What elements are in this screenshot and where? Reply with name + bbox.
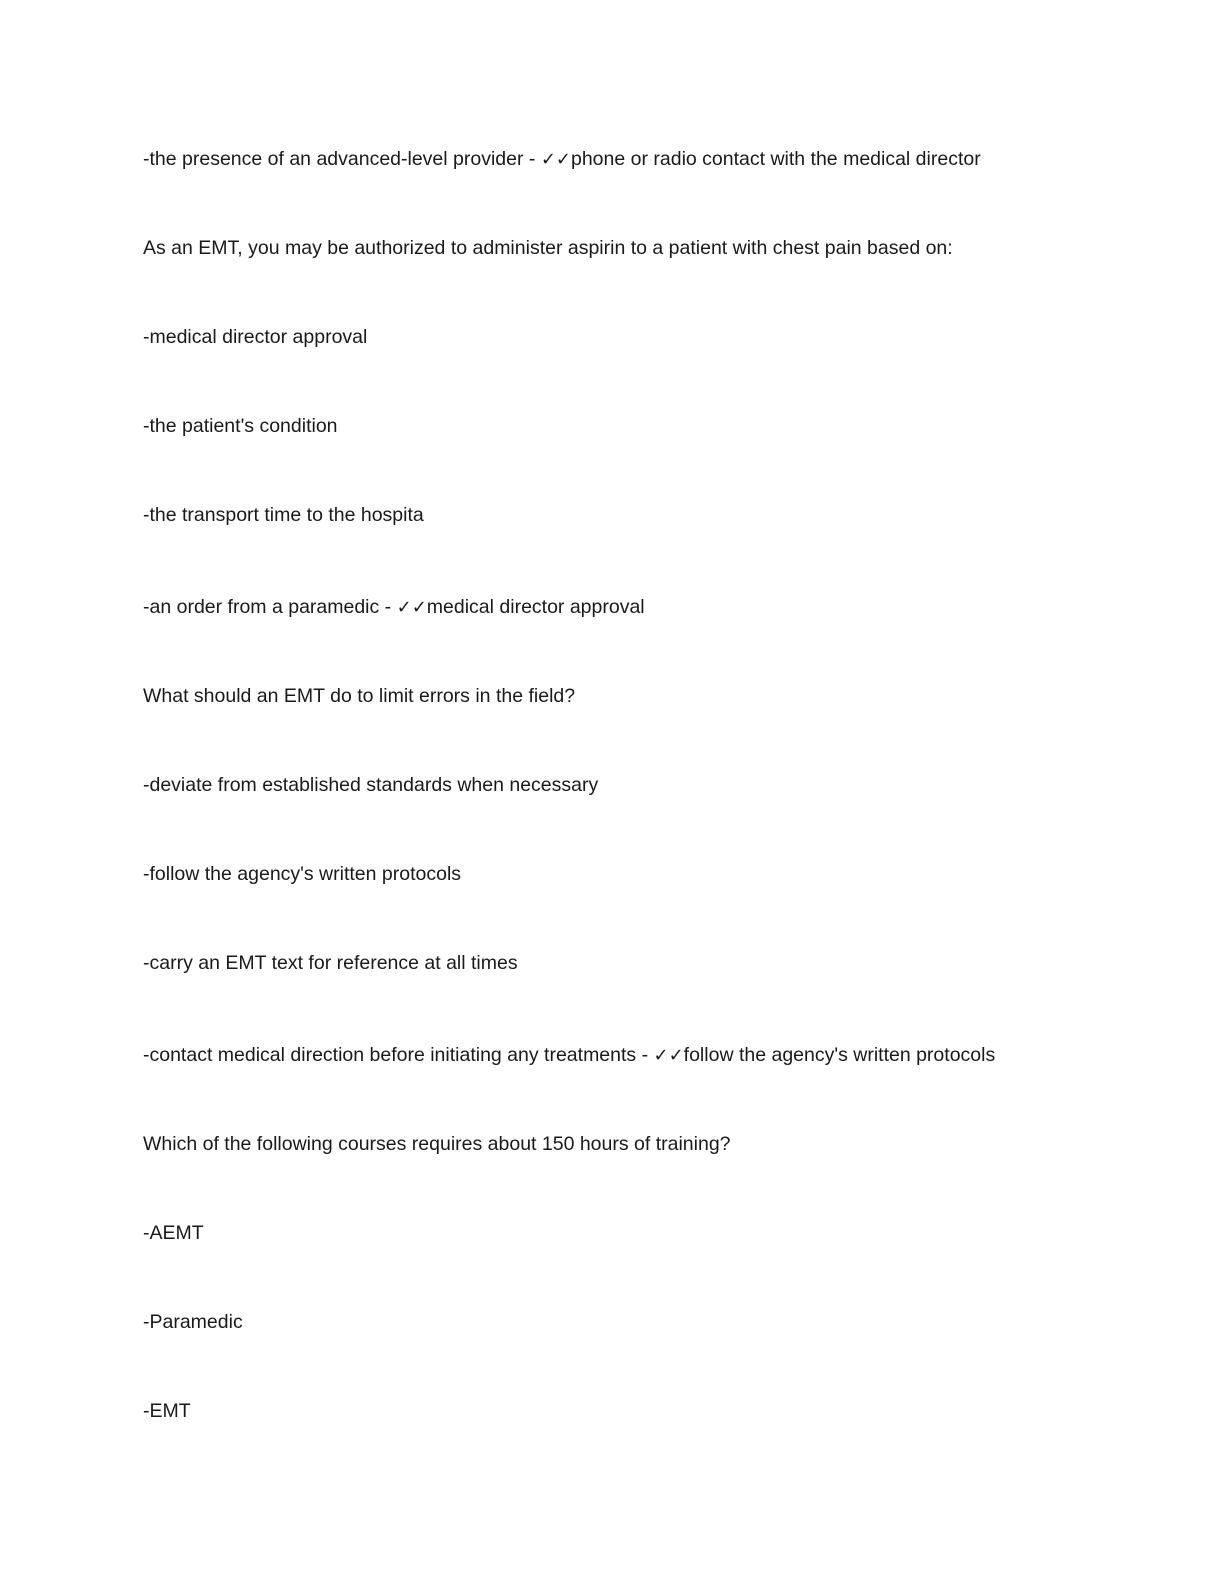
answer-line-3 [143,1042,995,1069]
option-line: -the transport time to the hospita [143,504,424,526]
correct-answer-text: phone or radio contact with the medical director [570,148,981,170]
option-line: -EMT [143,1400,191,1422]
option-line: -carry an EMT text for reference at all times [143,952,518,974]
option-line: -Paramedic [143,1311,243,1333]
double-check-icon: ✓✓ [653,1045,684,1066]
option-line: -follow the agency's written protocols [143,863,462,885]
option-line: -deviate from established standards when necessary [143,774,599,796]
question-aspirin: As an EMT, you may be authorized to administer aspirin to a patient with chest pain based on: [143,237,953,259]
answer-line-1 [143,146,981,173]
option-text: -the presence of an advanced-level provider - [143,148,541,170]
question-limit-errors: What should an EMT do to limit errors in the field? [143,685,576,707]
correct-answer-text: follow the agency's written protocols [683,1044,996,1066]
double-check-icon: ✓✓ [396,597,427,618]
double-check-icon: ✓✓ [540,149,571,170]
answer-line-2 [143,594,645,621]
question-150-hours: Which of the following courses requires about 150 hours of training? [143,1133,731,1155]
option-line: -medical director approval [143,326,368,348]
option-line: -the patient's condition [143,415,338,437]
correct-answer-text: medical director approval [426,596,645,618]
option-text: -contact medical direction before initiating any treatments - [143,1044,654,1066]
option-text: -an order from a paramedic - [143,596,397,618]
option-line: -AEMT [143,1222,204,1244]
